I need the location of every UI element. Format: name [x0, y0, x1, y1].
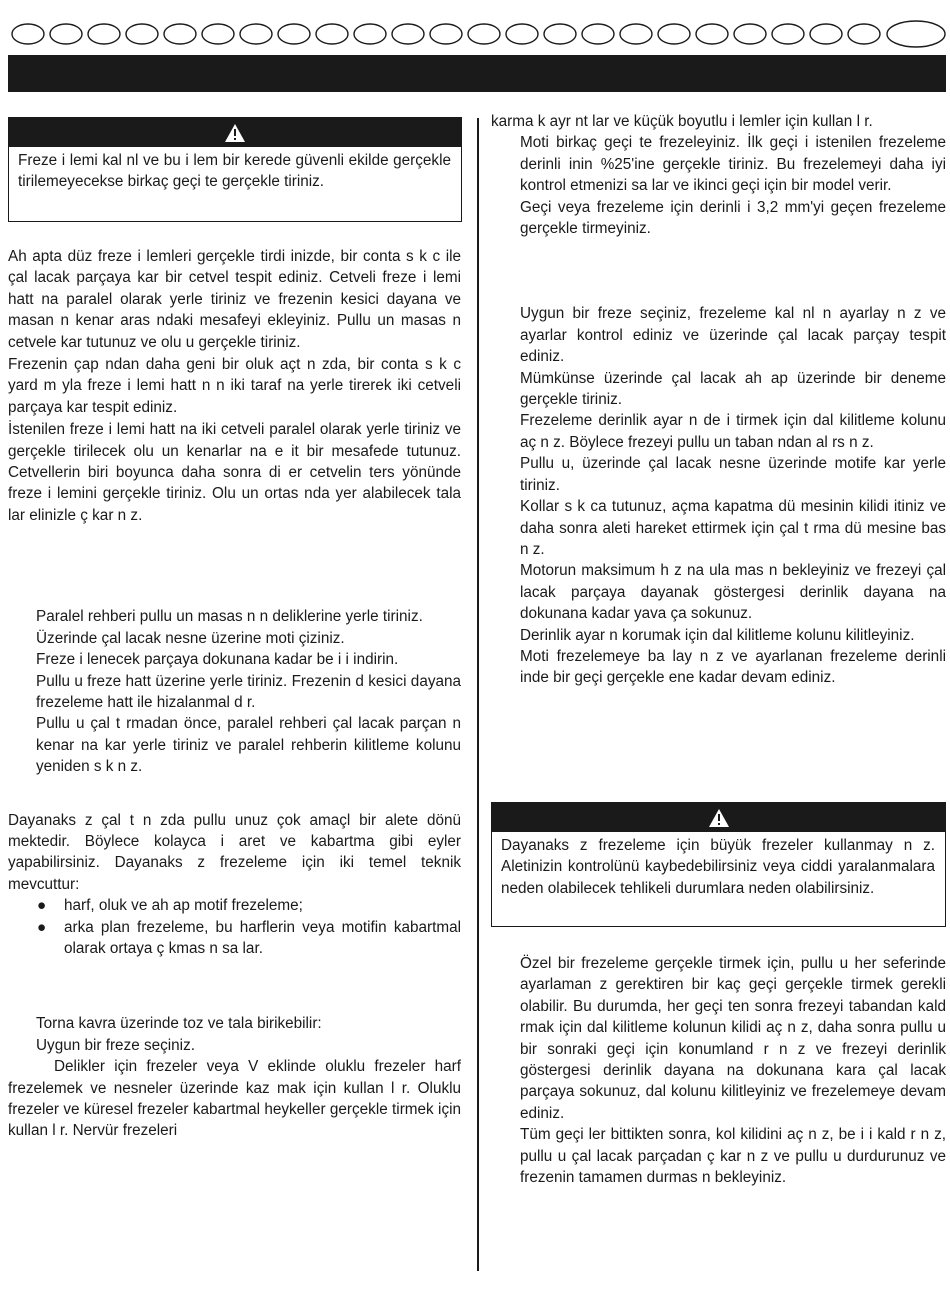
bullet-icon: ● [37, 897, 47, 915]
list-item: ● arka plan frezeleme, bu harflerin veya motifin kabartmal olarak ortaya ç kmas n sa lar. [37, 918, 461, 957]
warning-triangle-icon [224, 123, 246, 143]
warning-header [492, 803, 945, 832]
warning-text: Freze i lemi kal nl ve bu i lem bir kerede güvenli ekilde gerçekle tirilemeyecekse birkaç geçi te gerçekle tiriniz. [18, 152, 451, 191]
right-column-lower [491, 953, 946, 1188]
list-item: Frezeleme derinlik ayar n de i tirmek için dal kilitleme kolunu aç n z. Böylece frezeyi pullu un taban ndan al rs n z. [520, 412, 946, 451]
warning-box-right [491, 802, 946, 927]
list-item: Torna kavra üzerinde toz ve tala birikebilir: [36, 1015, 322, 1033]
list-item: Geçi veya frezeleme için derinli i 3,2 mm'yi geçen frezeleme gerçekle tirmeyiniz. [520, 198, 946, 238]
warning-triangle-icon [708, 808, 730, 828]
section-header-bar [8, 55, 946, 92]
list-item: Paralel rehberi pullu un masas n n deliklerine yerle tiriniz. [36, 608, 423, 626]
list-item: Üzerinde çal lacak nesne üzerine moti çiziniz. [36, 629, 345, 647]
list-item: Pullu u çal t rmadan önce, paralel rehberi çal lacak parçan n kenar na kar yerle tiriniz ve paralel rehberin kilitleme kolunu yeniden s k n z. [36, 715, 461, 776]
list-item: Moti frezelemeye ba lay n z ve ayarlanan frezeleme derinli inde bir geçi gerçekle ene kadar devam ediniz. [520, 647, 946, 687]
list-item: Mümkünse üzerinde çal lacak ah ap üzerinde bir deneme gerçekle tiriniz. [520, 369, 946, 409]
paragraph: Delikler için frezeler veya V eklinde oluklu frezeler harf frezelemek ve nesneler üzerinde kaz mak için kullan l r. Oluklu frezeler ve küresel frezeler kabartmal heykeller gerçekle tirmek için kullan l r. Nervür frezeleri [8, 1058, 461, 1140]
list-item: Freze i lenecek parçaya dokunana kadar be i i indirin. [36, 651, 399, 669]
list-item: Uygun bir freze seçiniz, frezeleme kal nl n ayarlay n z ve ayarlar kontrol ediniz ve üzerinde çal lacak parçay tespit ediniz. [520, 305, 946, 366]
paragraph: karma k ayr nt lar ve küçük boyutlu i lemler için kullan l r. [491, 113, 873, 130]
bullet-icon: ● [37, 918, 47, 936]
list-item: Uygun bir freze seçiniz. [36, 1036, 195, 1054]
list-item: Derinlik ayar n korumak için dal kilitleme kolunu kilitleyiniz. [520, 626, 915, 644]
tips-list [8, 1013, 461, 1056]
list-item: Kollar s k ca tutunuz, açma kapatma dü mesinin kilidi itiniz ve daha sonra aleti hareket ettirmek için çal t rma dü mesine bas n z. [520, 498, 946, 558]
warning-box-left [8, 117, 462, 222]
procedure-list [491, 303, 946, 688]
list-item: Pullu u freze hatt üzerine yerle tiriniz. Frezenin d kesici dayana frezeleme hatt ile hizalanmal d r. [36, 672, 461, 711]
column-divider [477, 118, 479, 1271]
paragraph: Frezenin çap ndan daha geni bir oluk açt n zda, bir conta s k c yard m yla freze i lemi hatt n n iki taraf na yerle tirerek iki cetveli parçaya kar tespit ediniz. [8, 356, 461, 416]
paragraph: İstenilen freze i lemi hatt na iki cetveli paralel olarak yerle tiriniz ve gerçekle tirilecek olu un kenarlar na e it bir mesafede tutunuz. Cetvellerin biri boyunca daha sonra di er cetvelin ters yönünde freze i lemini gerçekle tiriniz. Olu un ortas nda yer alabilecek tala lar elinizle ç kar n z. [8, 421, 461, 524]
header-ovals [8, 20, 948, 48]
list-item: Pullu u, üzerinde çal lacak nesne üzerinde motife kar yerle tiriniz. [520, 455, 946, 494]
list-item: ● harf, oluk ve ah ap motif frezeleme; [8, 895, 461, 916]
bullet-list [8, 895, 461, 959]
steps-list [8, 606, 461, 777]
warning-header [9, 118, 461, 147]
tips-block [491, 132, 946, 239]
list-item: Özel bir frezeleme gerçekle tirmek için, pullu u her seferinde ayarlaman z gerektiren bir kaç geçi gerçekle tirmek gerekli olabilir. Bu durumda, her geçi ten sonra frezeyi tabandan kald rmak için dal kilitleme kolunun kilidi aç n z, daha sonra pullu u bir sonraki geçi için konumland r n z ve frezeyi derinlik göstergesi derinlik dayana na dokunana kara çal lacak parçaya sokunuz, dal kolunu kilitleyiniz ve frezelemeye devam ediniz. [520, 955, 946, 1122]
right-column [491, 111, 946, 689]
left-column [8, 246, 461, 1142]
list-item: Motorun maksimum h z na ula mas n bekleyiniz ve frezeyi çal lacak parçaya dayanak göstergesi derinlik dayana na dokunana kadar yava ça sokunuz. [520, 562, 946, 623]
list-item: Tüm geçi ler bittikten sonra, kol kilidini aç n z, be i i kald r n z, pullu u çal lacak parçadan ç kar n z ve pullu u durdurunuz ve frezenin tamamen durmas n bekleyiniz. [520, 1126, 946, 1187]
list-item: Moti birkaç geçi te frezeleyiniz. İlk geçi i istenilen frezeleme derinli inin %25'ine gerçekle tiriniz. Bu frezelemeyi daha iyi kontrol etmenizi sa lar ve ikinci geçi için bir model verir. [520, 134, 946, 195]
paragraph: Ah apta düz freze i lemleri gerçekle tirdi inizde, bir conta s k c ile çal lacak parçaya kar bir cetvel tespit ediniz. Cetveli freze i lemi hatt na paralel olarak yerle tiriniz ve frezenin kesici dayana ve masan n kenar aras ndaki mesafeyi ekleyiniz. Pullu un masas n cetvele kar tutunuz ve olu u gerçekle tiriniz. [8, 248, 461, 351]
warning-text: Dayanaks z frezeleme için büyük frezeler kullanmay n z. Aletinizin kontrolünü kaybedebilirsiniz veya ciddi yaralanmalara neden olabilecek tehlikeli durumlara neden olabilirsiniz. [501, 837, 935, 897]
paragraph: Dayanaks z çal t n zda pullu unuz çok amaçl bir alete dönü mektedir. Böylece kolayca i aret ve kabartma gibi eyler yapabilirsiniz. Dayanaks z frezeleme için iki temel teknik mevcuttur: [8, 811, 461, 893]
